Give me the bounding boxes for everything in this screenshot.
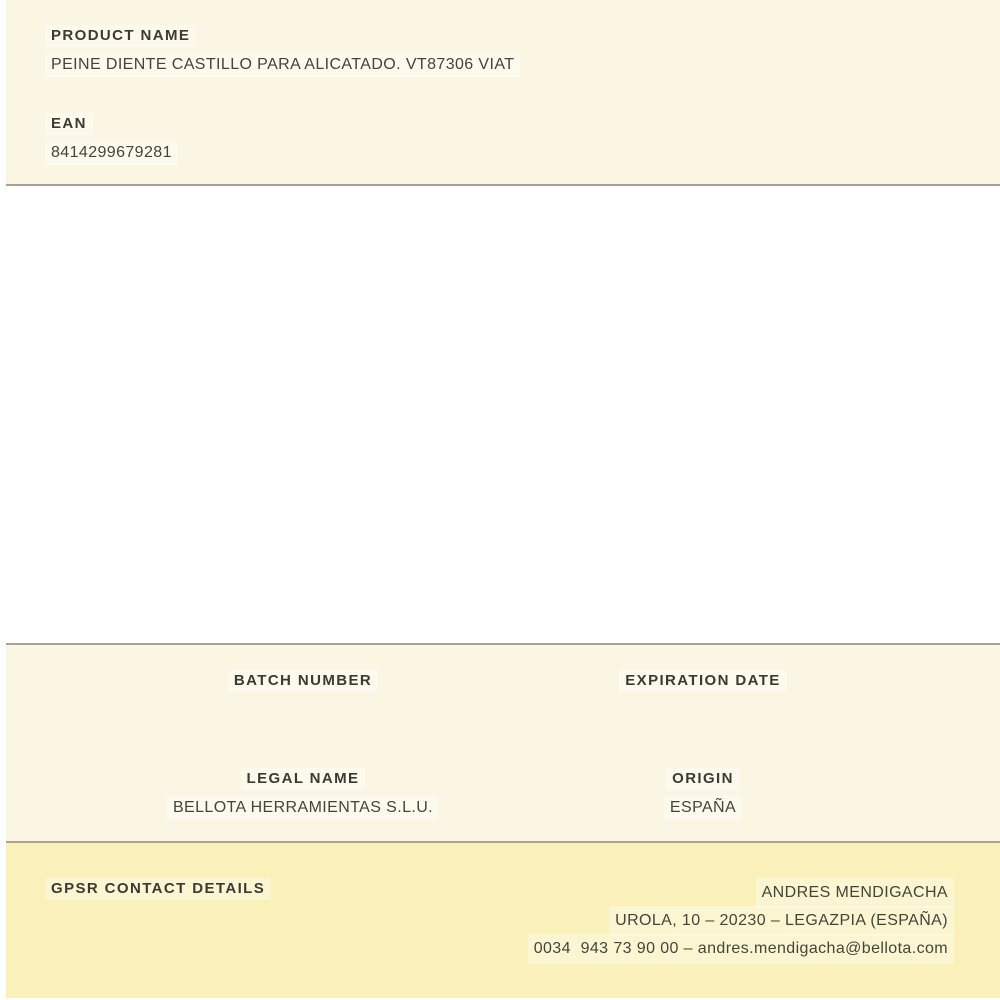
product-name-label: PRODUCT NAME bbox=[51, 26, 950, 46]
spacer bbox=[51, 134, 950, 142]
product-name-field bbox=[51, 26, 950, 76]
ean-field bbox=[51, 114, 950, 164]
details-row-2 bbox=[103, 769, 903, 819]
origin-cell bbox=[503, 769, 903, 819]
contact-phone-email: 0034 943 73 90 00 – andres.mendigacha@bellota.com bbox=[534, 935, 948, 963]
batch-number-cell bbox=[103, 671, 503, 699]
contact-name: ANDRES MENDIGACHA bbox=[534, 879, 948, 907]
gpsr-contact-info bbox=[534, 879, 948, 963]
legal-name-label: LEGAL NAME bbox=[103, 769, 503, 789]
expiration-date-label: EXPIRATION DATE bbox=[503, 671, 903, 691]
product-details-section bbox=[6, 643, 1000, 843]
legal-name-cell bbox=[103, 769, 503, 819]
details-row-1 bbox=[103, 671, 903, 699]
gpsr-contact-section bbox=[6, 843, 1000, 998]
expiration-date-cell bbox=[503, 671, 903, 699]
ean-label: EAN bbox=[51, 114, 950, 134]
spacer bbox=[51, 76, 950, 114]
origin-value: ESPAÑA bbox=[503, 797, 903, 819]
product-header-section bbox=[6, 0, 1000, 186]
legal-name-value: BELLOTA HERRAMIENTAS S.L.U. bbox=[103, 797, 503, 819]
ean-value: 8414299679281 bbox=[51, 142, 950, 164]
product-image-area bbox=[0, 186, 1000, 643]
origin-label: ORIGIN bbox=[503, 769, 903, 789]
contact-address: UROLA, 10 – 20230 – LEGAZPIA (ESPAÑA) bbox=[534, 907, 948, 935]
gpsr-contact-label: GPSR CONTACT DETAILS bbox=[51, 879, 265, 899]
batch-number-label: BATCH NUMBER bbox=[103, 671, 503, 691]
product-name-value: PEINE DIENTE CASTILLO PARA ALICATADO. VT87306 VIAT bbox=[51, 54, 950, 76]
